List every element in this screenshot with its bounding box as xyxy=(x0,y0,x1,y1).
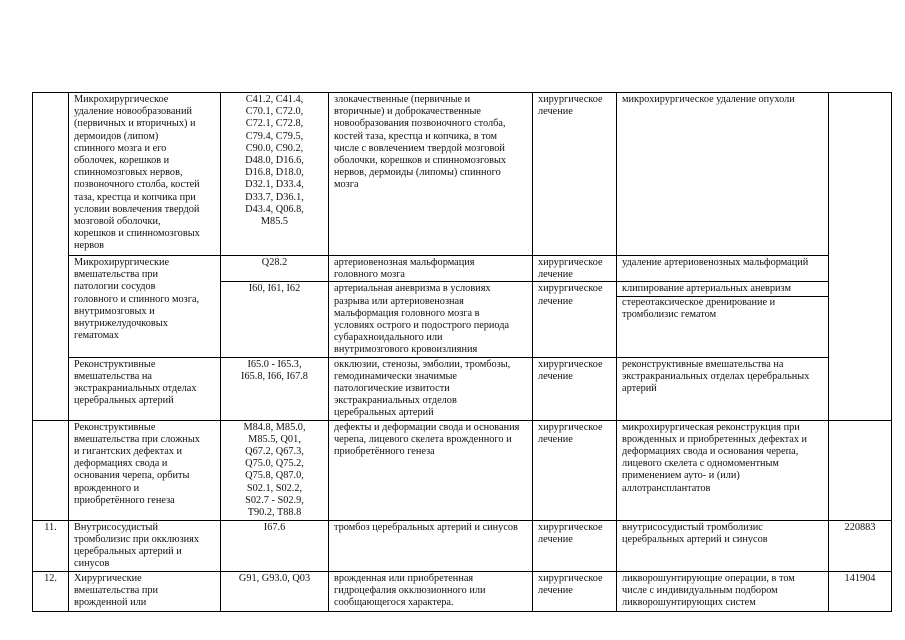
text-line: Q28.2 xyxy=(261,257,288,268)
text-line: нервов, дермоиды (липомы) спинного xyxy=(334,167,501,179)
text-line: G91, G93.0, Q03 xyxy=(238,572,311,584)
diagnosis xyxy=(329,282,533,357)
text-line: артериовенозная мальформация xyxy=(334,257,475,268)
text-line: C90.0, C90.2, xyxy=(245,142,304,154)
icd-codes xyxy=(221,520,329,571)
procedure-name xyxy=(69,93,221,256)
text-line: гематомах xyxy=(74,330,119,342)
text-line: клипирование артериальных аневризм xyxy=(622,283,791,295)
text-line: тромбоз церебральных артерий и синусов xyxy=(334,521,518,533)
text-line: черепа, лицевого скелета врожденного и xyxy=(334,433,512,445)
text-line: тромболизис гематом xyxy=(622,308,717,320)
text-line: хирургическое xyxy=(538,521,603,533)
text-line: D43.4, Q06.8, xyxy=(245,203,304,215)
diagnosis xyxy=(329,93,533,256)
icd-codes xyxy=(221,571,329,611)
method-part xyxy=(617,296,828,321)
treatment-type xyxy=(533,282,617,357)
diagnosis xyxy=(329,420,533,520)
procedure-name xyxy=(69,571,221,611)
text-line: реконструктивные вмешательства на xyxy=(622,358,784,370)
text-line: числе с индивидуальным подбором xyxy=(622,584,778,596)
text-line: Внутрисосудистый xyxy=(74,521,158,533)
text-line: I65.8, I66, I67.8 xyxy=(241,370,308,382)
text-line: аллотрансплантатов xyxy=(622,482,711,494)
text-line: удаление новообразований xyxy=(74,106,192,118)
text-line: приобретённого генеза xyxy=(334,446,435,458)
text-line: окклюзии, стенозы, эмболии, тромбозы, xyxy=(334,358,511,370)
text-line: I60, I61, I62 xyxy=(248,283,301,295)
diagnosis xyxy=(329,520,533,571)
text-line: врожденной или xyxy=(74,597,147,609)
text-line: лечение xyxy=(538,269,573,281)
text-line: Реконструктивные xyxy=(74,421,156,433)
text-line: деформациях свода и xyxy=(74,458,168,470)
text-line: церебральных артерий и синусов xyxy=(622,533,768,545)
text-line: новообразования позвоночного столба, xyxy=(334,118,506,130)
text-line: C79.4, C79.5, xyxy=(245,130,304,142)
text-line: ликворошунтирующих систем xyxy=(622,597,756,609)
text-line: гидроцефалия окклюзионного или xyxy=(334,584,486,596)
text-line: S02.7 - S02.9, xyxy=(245,494,304,506)
text-line: вмешательства при xyxy=(74,584,159,596)
treatment-method xyxy=(617,520,829,571)
text-line: и гигантских дефектах и xyxy=(74,446,183,458)
treatment-type xyxy=(533,357,617,420)
treatment-method xyxy=(617,93,829,256)
text-line: микрохирургическая реконструкция при xyxy=(622,421,800,433)
procedure-name xyxy=(69,420,221,520)
text-line: хирургическое xyxy=(538,257,603,268)
text-line: Микрохирургические xyxy=(74,257,170,268)
text-line: S02.1, S02.2, xyxy=(246,482,303,494)
text-line: артериальная аневризма в условиях xyxy=(334,283,491,295)
text-line: гемодинамически значимые xyxy=(334,370,457,382)
text-line: хирургическое xyxy=(538,94,603,105)
text-line: условиях острого и подострого периода xyxy=(334,320,510,332)
treatment-method xyxy=(617,420,829,520)
diagnosis xyxy=(329,357,533,420)
text-line: злокачественные (первичные и xyxy=(334,94,471,105)
icd-codes xyxy=(221,256,329,282)
text-line: мальформация головного мозга в xyxy=(334,307,480,319)
text-line: микрохирургическое удаление опухоли xyxy=(622,94,795,105)
text-line: спинного мозга и его xyxy=(74,142,167,154)
row-number xyxy=(33,93,69,421)
text-line: M85.5, Q01, xyxy=(248,433,301,445)
icd-codes xyxy=(221,357,329,420)
text-line: артерий xyxy=(622,383,657,395)
treatment-type xyxy=(533,420,617,520)
text-line: лицевого скелета с одномоментным xyxy=(622,458,779,470)
text-line: субарахноидального или xyxy=(334,332,443,344)
text-line: M85.5 xyxy=(260,216,289,228)
treatment-method xyxy=(617,571,829,611)
text-line: дефекты и деформации свода и основания xyxy=(334,421,520,433)
text-line: корешков и спинномозговых xyxy=(74,228,200,240)
text-line: D48.0, D16.6, xyxy=(245,155,304,167)
text-line: церебральных артерий и xyxy=(74,546,182,558)
text-line: Хирургические xyxy=(74,572,142,584)
text-line: нервов xyxy=(74,240,105,252)
text-line: оболочек, корешков и xyxy=(74,155,170,167)
text-line: лечение xyxy=(538,295,573,307)
text-line: оболочки, корешков и спинномозговых xyxy=(334,155,507,167)
text-line: позвоночного столба, костей xyxy=(74,179,200,191)
icd-codes xyxy=(221,282,329,357)
text-line: таза, крестца и копчика при xyxy=(74,191,196,203)
procedure-name xyxy=(69,520,221,571)
cost-value: 220883 xyxy=(829,520,892,571)
text-line: Микрохирургическое xyxy=(74,94,169,105)
text-line: деформациях свода и основания черепа, xyxy=(622,446,799,458)
cost-value xyxy=(829,420,892,520)
icd-codes xyxy=(221,420,329,520)
text-line: спинномозговых нервов, xyxy=(74,167,183,179)
text-line: удаление артериовенозных мальформаций xyxy=(622,257,809,268)
text-line: внутримозговых и xyxy=(74,305,155,317)
text-line: I65.0 - I65.3, xyxy=(247,358,302,370)
text-line: ликворошунтирующие операции, в том xyxy=(622,572,795,584)
table-row xyxy=(33,256,892,282)
text-line: основания черепа, орбиты xyxy=(74,470,190,482)
text-line: D32.1, D33.4, xyxy=(245,179,304,191)
text-line: врожденных и приобретенных дефектах и xyxy=(622,433,808,445)
text-line: Q75.0, Q75.2, xyxy=(245,458,304,470)
text-line: числе с вовлечением твердой мозговой xyxy=(334,142,505,154)
text-line: хирургическое xyxy=(538,358,603,370)
text-line: вмешательства на xyxy=(74,370,152,382)
treatment-type xyxy=(533,571,617,611)
row-number xyxy=(33,420,69,520)
text-line: хирургическое xyxy=(538,421,603,433)
text-line: применением ауто- и (или) xyxy=(622,470,740,482)
text-line: D16.8, D18.0, xyxy=(245,167,304,179)
icd-codes xyxy=(221,93,329,256)
treatment-method xyxy=(617,256,829,282)
text-line: синусов xyxy=(74,558,110,570)
text-line: лечение xyxy=(538,370,573,382)
treatment-type xyxy=(533,520,617,571)
row-number: 11. xyxy=(33,520,69,571)
text-line: костей таза, крестца и копчика, в том xyxy=(334,130,498,142)
text-line: врожденная или приобретенная xyxy=(334,572,474,584)
text-line: M84.8, M85.0, xyxy=(243,421,306,433)
text-line: вмешательства при сложных xyxy=(74,433,200,445)
procedure-name xyxy=(69,256,221,358)
text-line: Реконструктивные xyxy=(74,358,156,370)
text-line: C41.2, C41.4, xyxy=(245,94,304,105)
diagnosis xyxy=(329,256,533,282)
text-line: лечение xyxy=(538,433,573,445)
text-line: внутрижелудочковых xyxy=(74,318,168,330)
treatment-method xyxy=(617,282,829,357)
text-line: приобретённого генеза xyxy=(74,494,175,506)
text-line: (первичных и вторичных) и xyxy=(74,118,196,130)
text-line: экстракраниальных отделов xyxy=(334,395,457,407)
text-line: условии вовлечения твердой xyxy=(74,203,200,215)
treatment-method xyxy=(617,357,829,420)
text-line: патологические извитости xyxy=(334,383,450,395)
text-line: патологии сосудов xyxy=(74,281,156,293)
cost-value xyxy=(829,93,892,421)
text-line: тромболизис при окклюзиях xyxy=(74,533,200,545)
cost-value: 141904 xyxy=(829,571,892,611)
method-part xyxy=(622,283,823,295)
text-line: церебральных артерий xyxy=(334,407,434,419)
text-line: лечение xyxy=(538,584,573,596)
text-line: экстракраниальных отделах церебральных xyxy=(622,370,810,382)
text-line: внутрисосудистый тромболизис xyxy=(622,521,763,533)
text-line: хирургическое xyxy=(538,283,603,295)
table-row xyxy=(33,420,892,520)
text-line: вторичные) и доброкачественные xyxy=(334,106,481,118)
procedure-name xyxy=(69,357,221,420)
text-line: мозговой оболочки, xyxy=(74,216,161,228)
text-line: I67.6 xyxy=(263,521,286,533)
text-line: Q67.2, Q67.3, xyxy=(245,446,304,458)
text-line: лечение xyxy=(538,106,573,118)
text-line: C72.1, C72.8, xyxy=(245,118,304,130)
text-line: C70.1, C72.0, xyxy=(245,106,304,118)
text-line: дермоидов (липом) xyxy=(74,130,159,142)
text-line: головного мозга xyxy=(334,269,406,281)
text-line: разрыва или артериовенозная xyxy=(334,295,464,307)
text-line: экстракраниальных отделах xyxy=(74,383,197,395)
text-line: мозга xyxy=(334,179,359,191)
text-line: вмешательства при xyxy=(74,269,159,281)
text-line: лечение xyxy=(538,533,573,545)
text-line: внутримозгового кровоизлияния xyxy=(334,344,478,356)
text-line: D33.7, D36.1, xyxy=(245,191,304,203)
procedures-table xyxy=(32,92,892,612)
table-row xyxy=(33,357,892,420)
treatment-type xyxy=(533,93,617,256)
table-row xyxy=(33,93,892,256)
text-line: Q75.8, Q87.0, xyxy=(245,470,304,482)
diagnosis xyxy=(329,571,533,611)
text-line: T90.2, T88.8 xyxy=(247,507,302,519)
text-line: хирургическое xyxy=(538,572,603,584)
row-number: 12. xyxy=(33,571,69,611)
text-line: врожденного и xyxy=(74,482,140,494)
table-row xyxy=(33,520,892,571)
text-line: церебральных артерий xyxy=(74,395,174,407)
table-row xyxy=(33,571,892,611)
text-line: стереотаксическое дренирование и xyxy=(622,296,776,308)
treatment-type xyxy=(533,256,617,282)
text-line: сообщающегося характера. xyxy=(334,597,454,609)
text-line: головного и спинного мозга, xyxy=(74,293,200,305)
